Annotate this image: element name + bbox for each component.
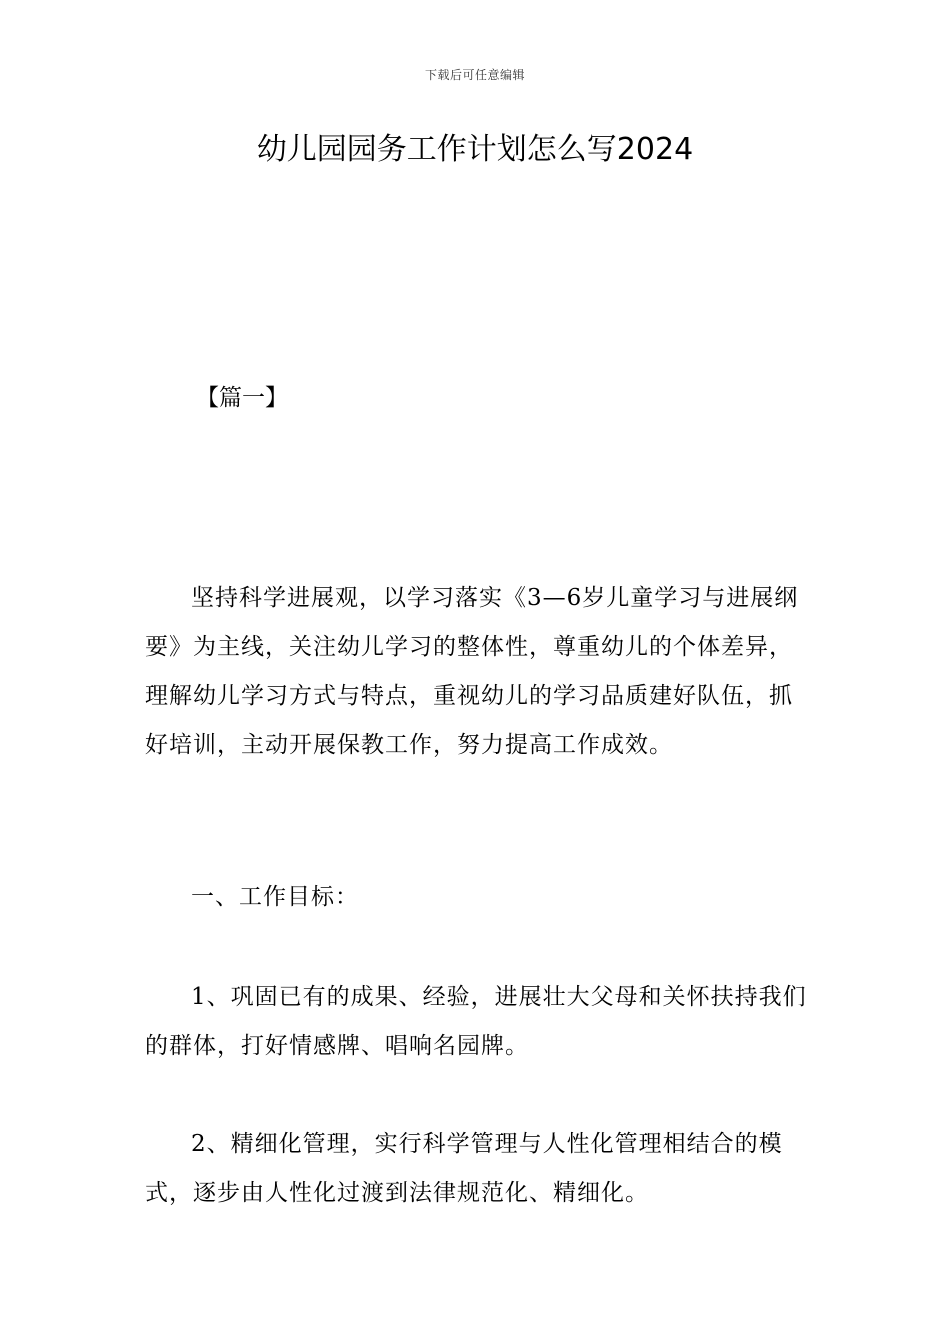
paragraph-goal-1 (145, 973, 810, 1071)
paragraph-text: 坚持科学进展观，以学习落实《3—6岁儿童学习与进展纲要》为主线，关注幼儿学习的整体性，尊重幼儿的个体差异，理解幼儿学习方式与特点，重视幼儿的学习品质建好队伍，抓好培训，主动开展保教工作，努力提高工作成效。 (145, 585, 799, 758)
paragraph-text: 一、工作目标： (191, 884, 359, 910)
paragraph-heading-goals (145, 873, 810, 922)
paragraph-intro (145, 574, 810, 770)
paragraph-text: 1、巩固已有的成果、经验，进展壮大父母和关怀扶持我们的群体，打好情感牌、唱响名园牌。 (145, 984, 807, 1059)
paragraph-goal-2 (145, 1120, 810, 1218)
paragraph-text: 2、精细化管理，实行科学管理与人性化管理相结合的模式，逐步由人性化过渡到法律规范化、精细化。 (145, 1131, 783, 1206)
header-note: 下载后可任意编辑 (424, 68, 525, 82)
document-title: 幼儿园园务工作计划怎么写2024 (256, 132, 694, 167)
section-label: 【篇一】 (196, 385, 288, 411)
